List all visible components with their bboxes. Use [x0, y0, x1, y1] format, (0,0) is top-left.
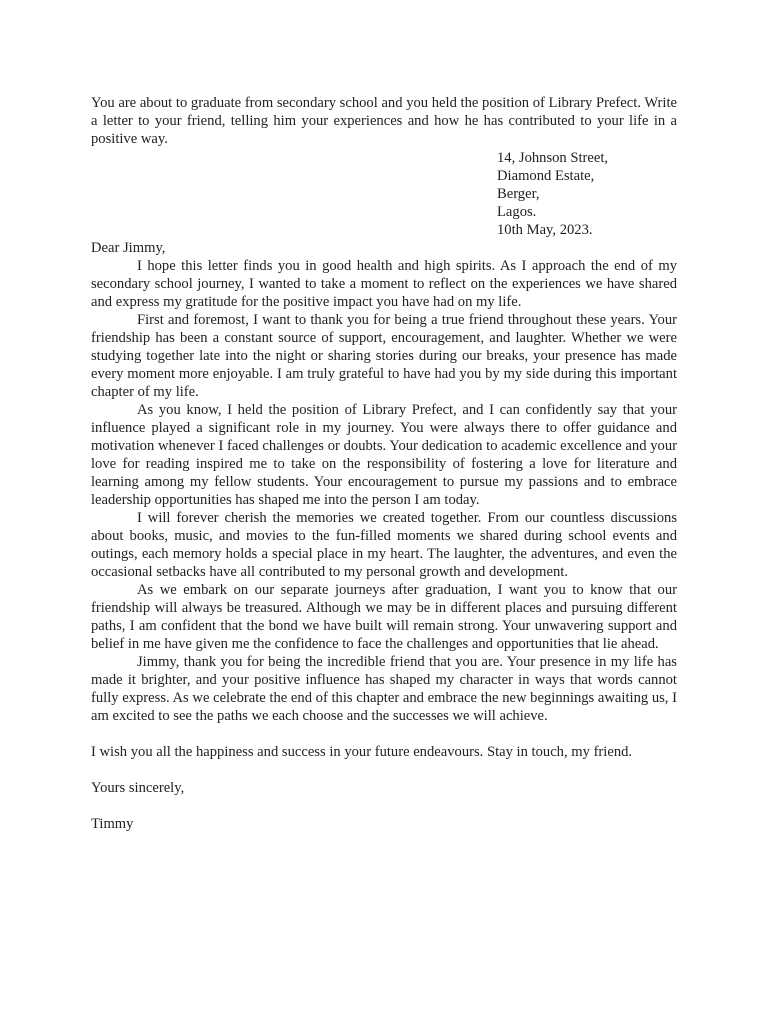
letter-page: [91, 94, 677, 833]
essay-prompt: You are about to graduate from secondary school and you held the position of Library Prefect. Write a letter to your friend, telling him your experiences and how he has contributed to your life in a positive way.: [91, 95, 677, 147]
address-line: Lagos.: [497, 204, 537, 220]
sender-address: [497, 149, 677, 239]
salutation: Dear Jimmy,: [91, 240, 166, 256]
address-line: 14, Johnson Street,: [497, 150, 609, 166]
body-paragraph: As you know, I held the position of Library Prefect, and I can confidently say that your influence played a significant role in my journey. You were always there to offer guidance and motivation whenever I faced challenges or doubts. Your dedication to academic excellence and your love for reading inspired me to take on the responsibility of fostering a love for literature and learning among my fellow students. Your encouragement to pursue my passions and to embrace leadership opportunities has shaped me into the person I am today.: [91, 402, 677, 508]
signature: Timmy: [91, 816, 134, 832]
address-line: Diamond Estate,: [497, 168, 595, 184]
body-paragraph: I will forever cherish the memories we created together. From our countless discussions about books, music, and movies to the fun-filled moments we shared during school events and outings, each memory holds a special place in my heart. The laughter, the adventures, and even the occasional setbacks have all contributed to my personal growth and development.: [91, 510, 677, 580]
address-line: Berger,: [497, 186, 540, 202]
body-paragraph: First and foremost, I want to thank you for being a true friend throughout these years. Your friendship has been a constant source of support, encouragement, and laughter. Whether we were studying together late into the night or sharing stories during our breaks, your presence has made every moment more enjoyable. I am truly grateful to have had you by my side during this important chapter of my life.: [91, 312, 677, 400]
letter-date: 10th May, 2023.: [497, 222, 593, 238]
body-paragraph: As we embark on our separate journeys after graduation, I want you to know that our friendship will always be treasured. Although we may be in different places and pursuing different paths, I am confident that the bond we have built will remain strong. Your unwavering support and belief in me have given me the confidence to face the challenges and opportunities that lie ahead.: [91, 582, 677, 652]
body-paragraph: Jimmy, thank you for being the incredible friend that you are. Your presence in my life has made it brighter, and your positive influence has shaped my character in ways that words cannot fully express. As we celebrate the end of this chapter and embrace the new beginnings awaiting us, I am excited to see the paths we each choose and the successes we will achieve.: [91, 654, 677, 724]
body-paragraph: I hope this letter finds you in good health and high spirits. As I approach the end of my secondary school journey, I wanted to take a moment to reflect on the experiences we have shared and express my gratitude for the positive impact you have had on my life.: [91, 258, 677, 310]
complimentary-close: Yours sincerely,: [91, 780, 185, 796]
closing-wish: I wish you all the happiness and success in your future endeavours. Stay in touch, my friend.: [91, 744, 633, 760]
